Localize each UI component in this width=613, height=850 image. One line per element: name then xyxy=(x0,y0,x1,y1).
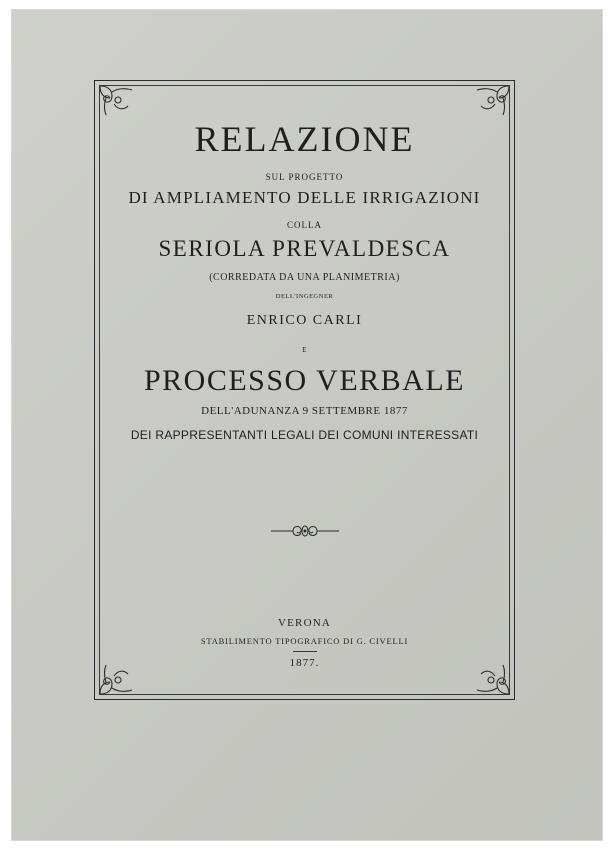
corner-ornament-icon xyxy=(471,84,511,118)
imprint-printer: STABILIMENTO TIPOGRAFICO DI G. CIVELLI xyxy=(200,636,409,646)
connector-text: COLLA xyxy=(287,220,322,230)
document-title: RELAZIONE xyxy=(194,119,415,159)
imprint-city: VERONA xyxy=(277,617,332,629)
corner-ornament-icon xyxy=(98,84,138,118)
meeting-date: DELL'ADUNANZA 9 SETTEMBRE 1877 xyxy=(201,405,408,417)
second-title: PROCESSO VERBALE xyxy=(143,364,465,397)
author-name: ENRICO CARLI xyxy=(246,313,363,328)
planimetry-note: (CORREDATA DA UNA PLANIMETRIA) xyxy=(209,272,400,283)
subtitle-line: SUL PROGETTO xyxy=(265,172,344,182)
connector-text: E xyxy=(302,346,307,354)
imprint-rule xyxy=(293,651,317,652)
attendees-line: DEI RAPPRESENTANTI LEGALI DEI COMUNI INTERESSATI xyxy=(130,428,479,442)
scroll-ornament-icon xyxy=(269,522,341,540)
project-heading: DI AMPLIAMENTO DELLE IRRIGAZIONI xyxy=(128,188,481,207)
byline-prefix: DELL'INGEGNER xyxy=(275,293,334,300)
imprint-year: 1877. xyxy=(289,657,320,669)
subject-heading: SERIOLA PREVALDESCA xyxy=(158,236,451,261)
